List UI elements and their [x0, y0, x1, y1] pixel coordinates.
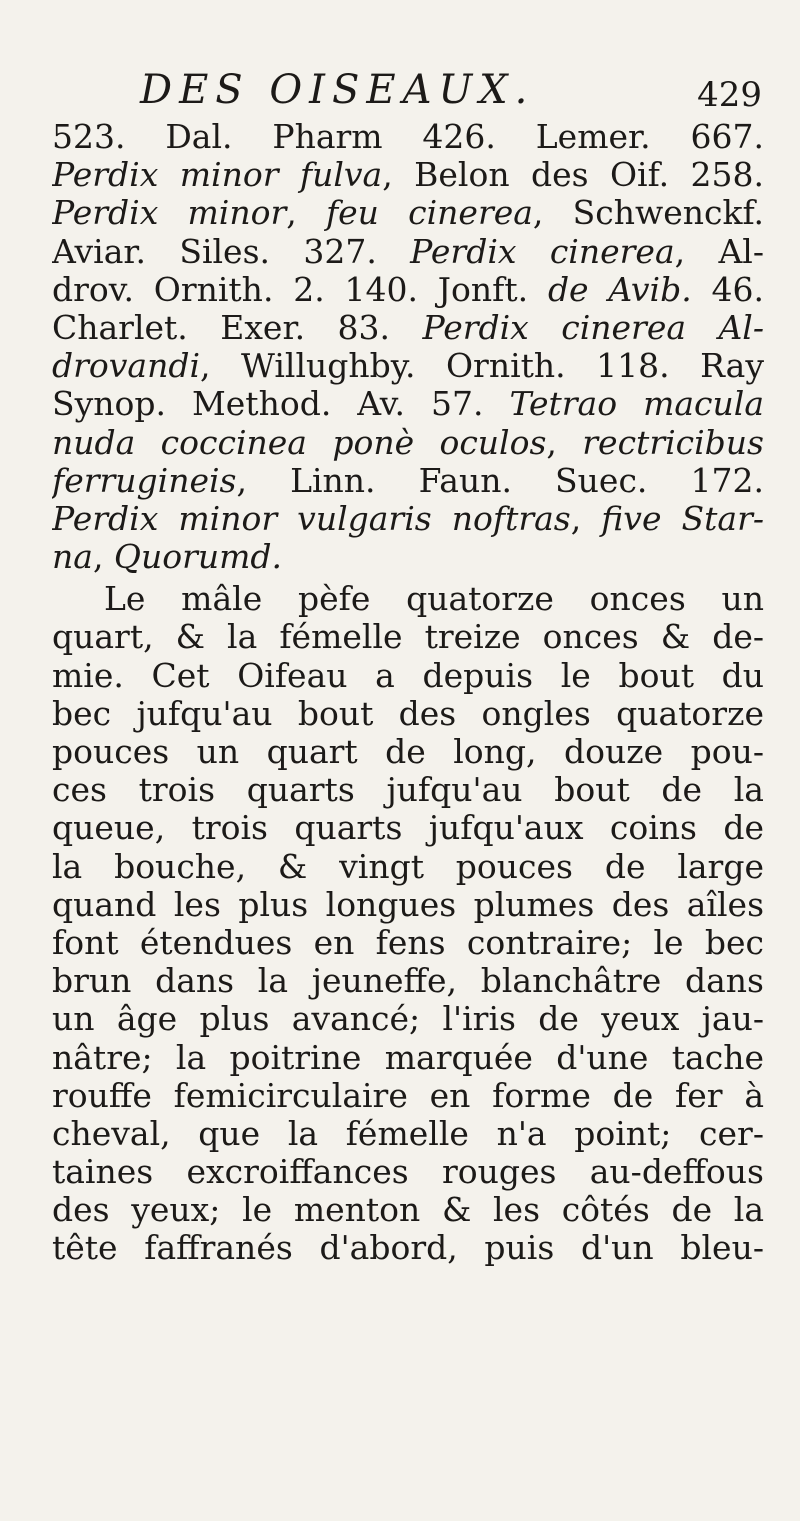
text-run: , Linn. Faun. Suec. 172.	[236, 461, 764, 500]
text-line	[52, 118, 764, 156]
text-run: font étendues en fens contraire; le bec	[52, 923, 764, 962]
italic-text: Perdix minor vulgaris noftras	[52, 499, 571, 538]
text-run: quand les plus longues plumes des aîles	[52, 885, 764, 924]
text-line	[52, 538, 764, 576]
text-run: ,	[570, 499, 602, 538]
text-line	[52, 848, 764, 886]
italic-text: de Avib.	[547, 270, 692, 309]
text-run: , Willughby. Ornith. 118. Ray	[200, 347, 764, 386]
text-line	[52, 1000, 764, 1038]
running-head: DES OISEAUX.	[140, 67, 535, 113]
text-run: bec jufqu'au bout des ongles quatorze	[52, 694, 764, 733]
text-run: ,	[92, 538, 114, 577]
text-line	[52, 271, 764, 309]
italic-text: Perdix minor fulva	[52, 156, 383, 195]
page-number: 429	[697, 75, 762, 115]
text-line	[52, 347, 764, 385]
text-run: Synop. Method. Av. 57.	[52, 385, 510, 424]
italic-text: rectricibus	[582, 423, 764, 462]
text-run: 46.	[691, 270, 764, 309]
text-run: Charlet. Exer. 83.	[52, 308, 423, 347]
text-run: Le mâle pèfe quatorze onces un	[104, 580, 764, 619]
text-line	[52, 580, 764, 618]
italic-text: feu cinerea	[325, 194, 533, 233]
italic-text: Quorumd.	[113, 538, 283, 577]
text-run: des yeux; le menton & les côtés de la	[52, 1191, 764, 1230]
text-run: taines excroiffances rouges au-deffous	[52, 1153, 764, 1192]
text-line	[52, 194, 764, 232]
italic-text: drovandi	[52, 347, 201, 386]
text-line	[52, 385, 764, 423]
text-line	[52, 424, 764, 462]
text-line	[52, 233, 764, 271]
italic-text: five Star-	[601, 499, 764, 538]
text-line	[52, 733, 764, 771]
text-run: mie. Cet Oifeau a depuis le bout du	[52, 656, 764, 695]
text-line	[52, 309, 764, 347]
italic-text: Perdix cinerea Al-	[422, 308, 764, 347]
text-run: rouffe femicirculaire en forme de fer à	[52, 1076, 764, 1115]
text-line	[52, 1191, 764, 1229]
italic-text: nuda coccinea ponè oculos	[52, 423, 547, 462]
italic-text: Tetrao macula	[509, 385, 764, 424]
text-run: Aviar. Siles. 327.	[52, 232, 411, 271]
text-line	[52, 156, 764, 194]
text-line	[52, 1229, 764, 1267]
text-line	[52, 657, 764, 695]
text-line	[52, 618, 764, 656]
text-line	[52, 809, 764, 847]
text-line	[52, 500, 764, 538]
text-line	[52, 771, 764, 809]
text-run: tête faffranés d'abord, puis d'un bleu-	[52, 1229, 764, 1268]
text-line	[52, 462, 764, 500]
text-run: cheval, que la fémelle n'a point; cer-	[52, 1114, 764, 1153]
text-run: un âge plus avancé; l'iris de yeux jau-	[52, 1000, 764, 1039]
text-run: , Schwenckf.	[532, 194, 764, 233]
text-run: 523. Dal. Pharm 426. Lemer. 667.	[52, 118, 764, 156]
body-text	[52, 118, 764, 1268]
text-run: quart, & la fémelle treize onces & de-	[52, 618, 764, 657]
text-run: , Al-	[674, 232, 764, 271]
text-run: queue, trois quarts jufqu'aux coins de	[52, 809, 764, 848]
text-line	[52, 1153, 764, 1191]
text-line	[52, 695, 764, 733]
text-run: drov. Ornith. 2. 140. Jonft.	[52, 270, 548, 309]
italic-text: Perdix cinerea	[410, 232, 675, 271]
text-run: brun dans la jeuneffe, blanchâtre dans	[52, 962, 764, 1001]
text-run: , Belon des Oif. 258.	[382, 156, 764, 195]
text-run: ,	[286, 194, 326, 233]
italic-text: Perdix minor	[52, 194, 287, 233]
text-line	[52, 886, 764, 924]
text-run: ,	[546, 423, 583, 462]
text-line	[52, 1039, 764, 1077]
text-run: ces trois quarts jufqu'au bout de la	[52, 771, 764, 810]
italic-text: na	[52, 538, 93, 577]
text-line	[52, 924, 764, 962]
text-line	[52, 1077, 764, 1115]
text-run: la bouche, & vingt pouces de large	[52, 847, 764, 886]
italic-text: ferrugineis	[52, 461, 237, 500]
text-line	[52, 1115, 764, 1153]
text-run: pouces un quart de long, douze pou-	[52, 733, 764, 771]
text-run: nâtre; la poitrine marquée d'une tache	[52, 1038, 764, 1077]
text-line	[52, 962, 764, 1000]
